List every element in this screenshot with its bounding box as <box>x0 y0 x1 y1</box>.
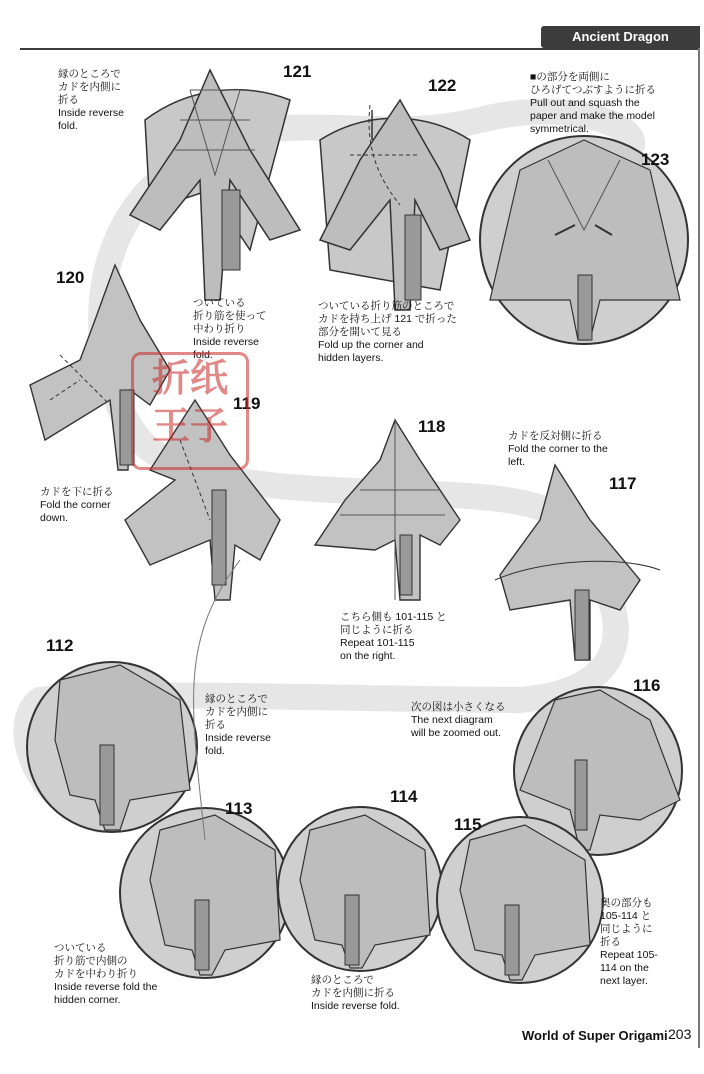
note-120-en: Inside reverse fold. <box>193 336 259 361</box>
note-112-jp: 縁のところで カドを内側に 折る <box>205 693 268 731</box>
note-118 <box>340 611 480 663</box>
note-117-jp: カドを反対側に折る <box>508 430 603 442</box>
note-118-jp: こちら側も 101-115 と 同じように折る <box>340 611 447 636</box>
note-116-jp: 次の図は小さくなる <box>411 701 506 713</box>
note-113-jp: ついている 折り筋で内側の カドを中わり折り <box>54 942 138 980</box>
note-118-en: Repeat 101-115 on the right. <box>340 637 415 662</box>
step-number-121: 121 <box>283 62 312 81</box>
note-112-en: Inside reverse fold. <box>205 732 271 757</box>
note-115-en: Repeat 105- 114 on the next layer. <box>600 949 658 987</box>
note-117-en: Fold the corner to the left. <box>508 443 608 468</box>
step-number-122: 122 <box>428 76 457 95</box>
note-121-jp: 縁のところで カドを内側に 折る <box>58 68 121 106</box>
note-113 <box>54 942 194 1007</box>
note-120-jp: ついている 折り筋を使って 中わり折り <box>193 297 267 335</box>
step-number-114: 114 <box>390 787 418 806</box>
model-step-122 <box>320 100 470 310</box>
note-123-en: Pull out and squash the paper and make the model symmetrical. <box>530 97 655 135</box>
model-step-115 <box>437 817 603 983</box>
step-number-119: 119 <box>233 394 261 413</box>
note-113-en: Inside reverse fold the hidden corner. <box>54 981 158 1006</box>
watermark-seal: 折纸 王子 <box>131 352 249 470</box>
model-step-118 <box>315 420 460 600</box>
note-122 <box>318 300 498 365</box>
note-123-jp: ■の部分を両側に ひろげてつぶすように折る <box>530 71 656 96</box>
step-number-112: 112 <box>46 636 74 655</box>
note-114 <box>311 974 451 1013</box>
model-step-112 <box>27 662 197 832</box>
note-112 <box>205 693 315 758</box>
note-119-jp: カドを下に折る <box>40 486 114 498</box>
note-121 <box>58 68 168 133</box>
note-122-jp: ついている折り筋のところで カドを持ち上げ 121 で折った 部分を開いて見る <box>318 300 457 338</box>
note-121-en: Inside reverse fold. <box>58 107 124 132</box>
note-115 <box>600 897 685 988</box>
page-number: 203 <box>668 1026 692 1042</box>
note-116-en: The next diagram will be zoomed out. <box>411 714 501 739</box>
step-number-116: 116 <box>633 676 661 695</box>
step-number-113: 113 <box>225 799 253 818</box>
note-123 <box>530 71 690 136</box>
step-number-123: 123 <box>641 150 670 169</box>
step-number-115: 115 <box>454 815 482 834</box>
model-step-114 <box>278 807 442 971</box>
note-114-en: Inside reverse fold. <box>311 1000 400 1012</box>
step-number-117: 117 <box>609 474 637 493</box>
header-title: Ancient Dragon <box>541 26 700 48</box>
note-122-en: Fold up the corner and hidden layers. <box>318 339 424 364</box>
note-114-jp: 縁のところで カドを内側に折る <box>311 974 395 999</box>
footer-title: World of Super Origami <box>522 1028 668 1043</box>
note-119-en: Fold the corner down. <box>40 499 111 524</box>
note-117 <box>508 430 648 469</box>
note-115-jp: 奥の部分も 105-114 と 同じように 折る <box>600 897 653 948</box>
note-116 <box>411 701 541 740</box>
step-number-118: 118 <box>418 417 446 436</box>
step-number-120: 120 <box>56 268 85 287</box>
note-119 <box>40 486 140 525</box>
